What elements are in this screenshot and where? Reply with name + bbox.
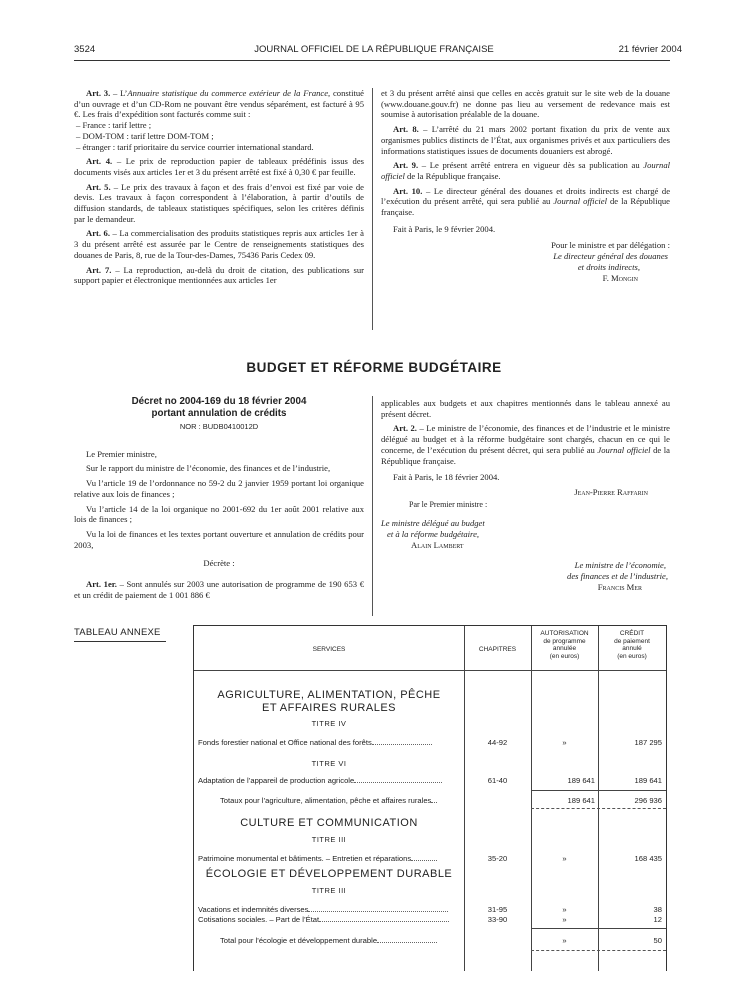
article-8: Art. 8. – L’arrêté du 21 mars 2002 portant fixation du prix de vente aux organismes publics distincts de l’État, aux organismes privés et aux particuliers des informations statistiques issues de documents douaniers est abrogé.	[381, 124, 670, 156]
category-culture: CULTURE ET COMMUNICATION	[240, 817, 418, 829]
total-row: Total pour l’écologie et développement durable	[220, 936, 437, 945]
decrete: Décrète :	[203, 558, 235, 569]
header-autorisation: AUTORISATION de programme annulée (en euros)	[540, 630, 589, 660]
table-row: Adaptation de l’appareil de production agricole	[198, 776, 442, 785]
header-credit: CRÉDIT de paiement annulé (en euros)	[614, 630, 650, 660]
header-chapitres: CHAPITRES	[478, 646, 517, 653]
article-4: Art. 4. – Le prix de reproduction papier de tableaux prédéfinis issus des documents visés aux articles 1er et 3 du présent arrêté est fixé à 0,30 € par feuille.	[74, 156, 364, 177]
section-title: BUDGET ET RÉFORME BUDGÉTAIRE	[246, 360, 502, 375]
category-agriculture: AGRICULTURE, ALIMENTATION, PÊCHE ET AFFAIRES RURALES	[217, 689, 441, 714]
decree-paragraph: Vu l’article 19 de l’ordonnance no 59-2 du 2 janvier 1959 portant loi organique relative aux lois de finances ;	[74, 478, 364, 499]
article-7-continued: et 3 du présent arrêté ainsi que celles en accès gratuit sur le site web de la douane (www.douane.gouv.fr) ne donne pas lieu au versement de redevance mais est soumise à autorisation préalable de la douane.	[381, 88, 670, 120]
journal-title: JOURNAL OFFICIEL DE LA RÉPUBLIQUE FRANÇAISE	[254, 44, 494, 55]
signature-block: Pour le ministre et par délégation : Le directeur général des douanes et droits indirects, F. Mongin	[551, 240, 670, 283]
total-row: Totaux pour l’agriculture, alimentation, pêche et affaires rurales	[220, 796, 437, 805]
list-item: – étranger : tarif prioritaire du service courrier international standard.	[76, 141, 314, 152]
titre-iii: TITRE III	[311, 886, 347, 895]
article-6: Art. 6. – La commercialisation des produits statistiques repris aux articles 1er à 3 du présent arrêté est assurée par le Centre de renseignements statistiques des douanes de Paris, 8, rue de la Tour-des-Dames, 75436 Paris Cedex 09.	[74, 228, 364, 260]
nor-reference: NOR : BUDB0410012D	[179, 422, 259, 431]
titre-iii: TITRE III	[311, 835, 347, 844]
article-9: Art. 9. – Le présent arrêté entrera en vigueur dès sa publication au Journal officiel de la République française.	[381, 160, 671, 181]
header-rule	[194, 670, 666, 671]
decree-paragraph: Vu l’article 14 de la loi organique no 2001-692 du 1er août 2001 relative aux lois de finances ;	[74, 503, 364, 525]
minister-budget: Le ministre délégué au budget	[381, 518, 485, 529]
table-row: Cotisations sociales. – Part de l’État	[198, 915, 449, 924]
article-3: Art. 3. – L’Annuaire statistique du commerce extérieur de la France, constitué d’un ouvrage et d’un CD-Rom ne pouvant être vendus séparément, est facturé à 95 €. Les frais d’expédition sont facturés comme suit :	[74, 88, 364, 120]
decree-paragraph: Le Premier ministre,	[86, 448, 157, 459]
table-label-rule	[74, 641, 166, 642]
left-column-top	[74, 88, 364, 290]
list-item: – DOM-TOM : tarif lettre DOM-TOM ;	[76, 130, 214, 141]
decree-right-column: applicables aux budgets et aux chapitres mentionnés dans le tableau annexé au présent décret. Art. 2. – Le ministre de l’économie, des finances et de l’industrie et le ministre délégué au budget et à la réforme budgétaire sont chargés, chacun en ce qui le concerne, de l’exécution du présent décret, qui sera publié au Journal officiel de la République française. Fait à Paris, le 18 février 2004. Jean-Pierre Raffarin Par le Premier ministre : Le ministre délégué au budget et à la réforme budgétaire, Alain Lambert Le ministre de l’économie, des finances et de l’industrie, Francis Mer	[381, 398, 670, 592]
article-7: Art. 7. – La reproduction, au-delà du droit de citation, des publications sur support papier et électronique mentionnées aux articles 1er	[74, 264, 365, 286]
header-services: SERVICES	[312, 646, 346, 653]
issue-date: 21 février 2004	[618, 44, 682, 55]
page-number: 3524	[74, 44, 96, 55]
article-5: Art. 5. – Le prix des travaux à façon et des frais d’envoi est fixé par voie de devis. Les travaux à façon correspondent à l’élaboration, à partir d’outils de diffusion standards, de tableaux statistiques spécifiques, selon les critères définis par le demandeur.	[74, 181, 364, 224]
table-row: Fonds forestier national et Office national des forêts	[198, 738, 460, 747]
header-rule	[74, 60, 670, 61]
pm-signature: Jean-Pierre Raffarin	[574, 486, 648, 497]
par-premier-ministre: Par le Premier ministre :	[409, 499, 488, 509]
annex-table: SERVICES CHAPITRES AUTORISATION de programme annulée (en euros) CRÉDIT de paiement annulé (en euros) AGRICULTURE, ALIMENTATION, PÊCHE ET AFFAIRES RURALES TITRE IV Fonds forestier national et Office national des forêts 44-92 » 187 295 TITRE VI Adaptation de l’appareil de production agricole 61-40 189 641 189 641 Totaux pour l’agriculture, alimentation, pêche et affaires rurales 189 641 296 936 CULTURE ET COMMUNICATION TITRE III Patrimoine monumental et bâtiments. – Entretien et réparations 35-20 » 168 435 ÉCOLOGIE ET DÉVELOPPEMENT DURABLE TITRE III Vacations et indemnités diverses 31-95 » 38 Cotisations sociales. – Part de l’État 33-90 » 12 Total pour l’écologie et développement durable » 50	[193, 625, 667, 971]
shipping-list	[74, 120, 364, 152]
table-label: TABLEAU ANNEXE	[74, 627, 161, 638]
list-item: – France : tarif lettre ;	[76, 120, 152, 131]
minister-economy: Le ministre de l’économie,	[574, 560, 666, 571]
category-ecologie: ÉCOLOGIE ET DÉVELOPPEMENT DURABLE	[205, 868, 453, 880]
decree-paragraph: Sur le rapport du ministre de l’économie, des finances et de l’industrie,	[86, 463, 331, 474]
decree-article-2: Art. 2. – Le ministre de l’économie, des finances et de l’industrie et le ministre délégué au budget et à la réforme budgétaire sont chargés, chacun en ce qui le concerne, de l’exécution du présent décret, qui sera publié au Journal officiel de la République française.	[381, 423, 670, 466]
decree-paragraph: Vu la loi de finances et les textes portant ouverture et annulation de crédits pour 2003,	[74, 528, 364, 550]
table-row: Patrimoine monumental et bâtiments. – Entretien et réparations	[198, 854, 437, 863]
decree-article-1-continued: applicables aux budgets et aux chapitres mentionnés dans le tableau annexé au présent décret.	[381, 398, 670, 419]
article-10: Art. 10. – Le directeur général des douanes et droits indirects est chargé de l’exécution du présent arrêté, qui sera publié au Journal officiel de la République française.	[381, 185, 671, 218]
column-divider	[372, 396, 373, 616]
decree-left-column	[74, 396, 364, 604]
decree-article-1: Art. 1er. – Sont annulés sur 2003 une autorisation de programme de 190 653 € et un crédit de paiement de 1 001 886 €	[74, 579, 364, 600]
column-divider	[372, 88, 373, 330]
table-row: Vacations et indemnités diverses	[198, 905, 448, 914]
decree-fait-date: Fait à Paris, le 18 février 2004.	[393, 472, 500, 483]
right-column-top	[381, 88, 670, 283]
titre-vi: TITRE VI	[311, 759, 347, 768]
titre-iv: TITRE IV	[311, 719, 347, 728]
fait-date: Fait à Paris, le 9 février 2004.	[393, 223, 496, 234]
decree-title: Décret no 2004-169 du 18 février 2004 portant annulation de crédits	[131, 396, 307, 419]
